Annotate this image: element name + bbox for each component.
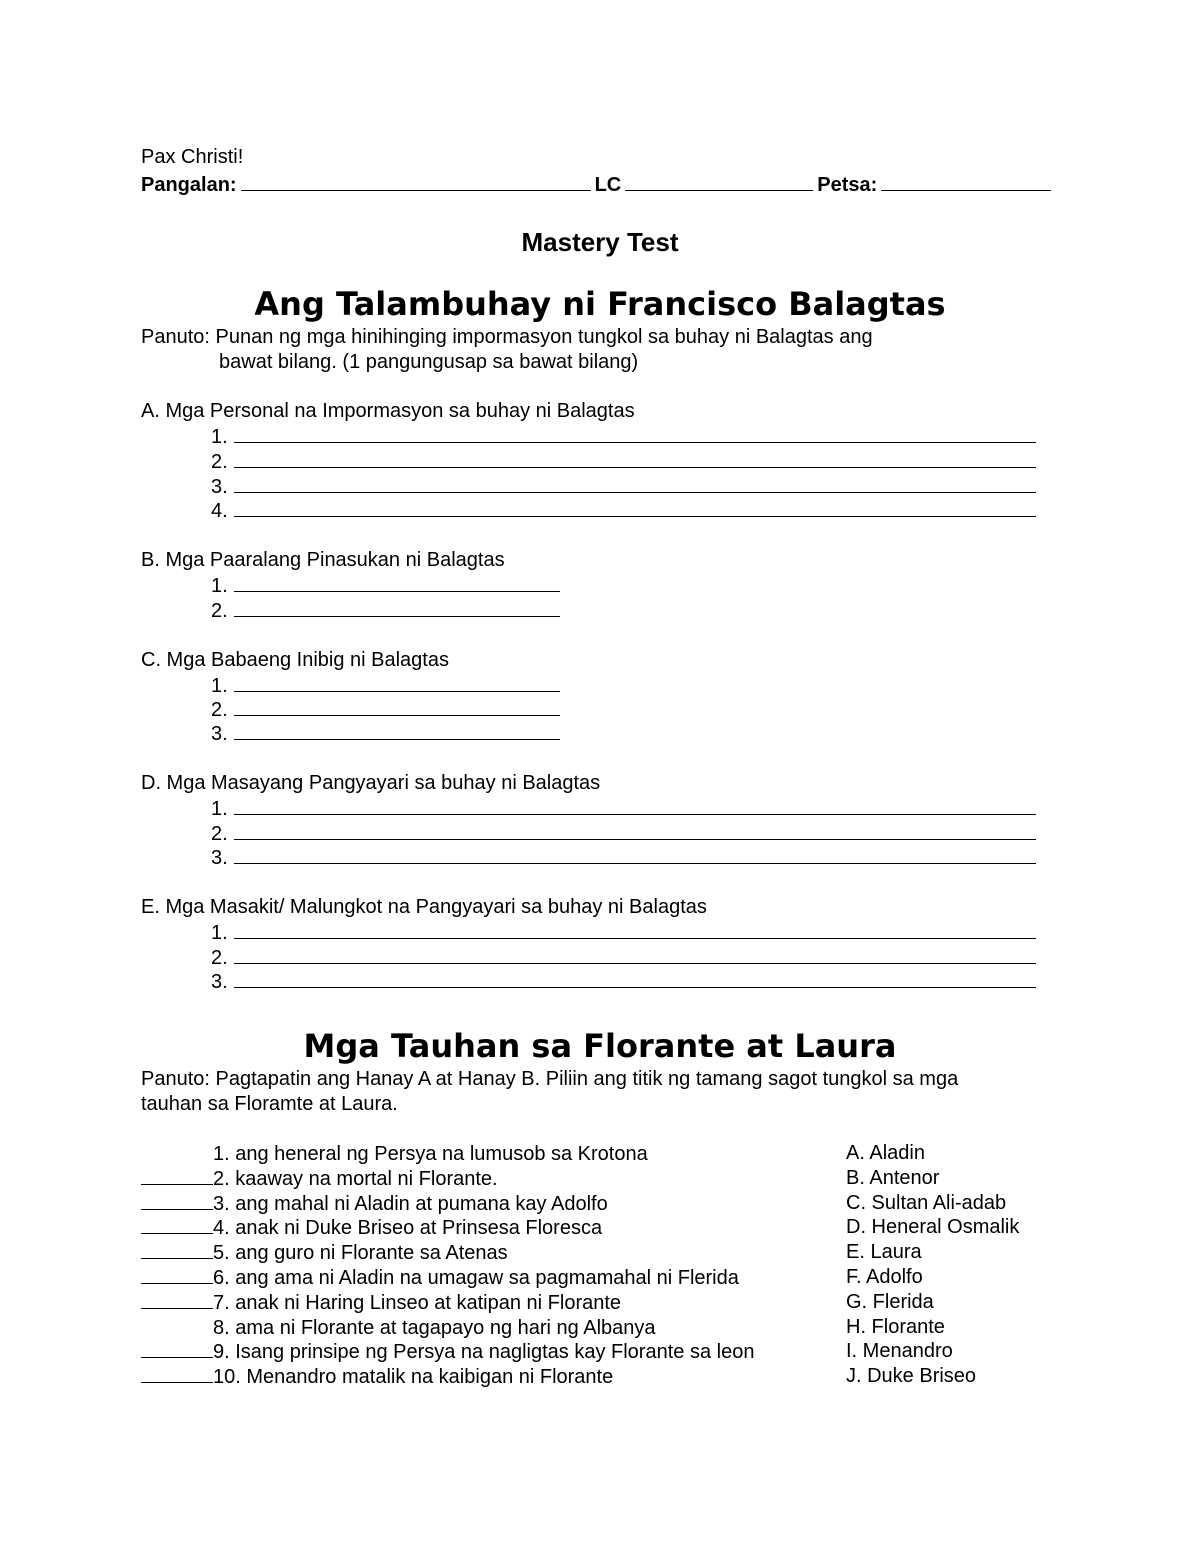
lc-field[interactable]	[625, 170, 813, 191]
part-b-item	[211, 598, 560, 623]
question-text: 3. ang mahal ni Aladin at pumana kay Adolfo	[213, 1193, 608, 1215]
matching-question	[141, 1364, 613, 1389]
item-number: 1.	[211, 798, 228, 820]
answer-blank[interactable]	[141, 1240, 213, 1259]
matching-question	[141, 1339, 754, 1364]
lc-label: LC	[594, 174, 622, 196]
question-text: 4. anak ni Duke Briseo at Prinsesa Floresca	[213, 1217, 603, 1239]
answer-line[interactable]	[234, 821, 1036, 840]
answer-line[interactable]	[234, 920, 1036, 939]
answer-line[interactable]	[234, 969, 1036, 988]
part-b-item	[211, 573, 560, 598]
answer-blank[interactable]	[141, 1141, 213, 1160]
question-text: 10. Menandro matalik na kaibigan ni Florante	[213, 1366, 614, 1388]
answer-line[interactable]	[234, 498, 1036, 517]
answer-blank[interactable]	[141, 1339, 213, 1358]
matching-question	[141, 1191, 608, 1216]
answer-line[interactable]	[234, 796, 1036, 815]
part-b-label: B. Mga Paaralang Pinasukan ni Balagtas	[141, 549, 505, 571]
student-info-row	[141, 170, 1055, 197]
answer-blank[interactable]	[141, 1315, 213, 1334]
section1-heading: Ang Talambuhay ni Francisco Balagtas	[254, 285, 946, 323]
choice-item: F. Adolfo	[846, 1266, 923, 1288]
answer-blank[interactable]	[141, 1215, 213, 1234]
part-a-item	[211, 498, 1036, 523]
date-label: Petsa:	[817, 174, 878, 196]
question-text: 7. anak ni Haring Linseo at katipan ni Florante	[213, 1292, 622, 1314]
answer-line[interactable]	[234, 424, 1036, 443]
choice-item: C. Sultan Ali-adab	[846, 1192, 1007, 1214]
answer-line[interactable]	[234, 673, 560, 692]
part-d-item	[211, 821, 1036, 846]
item-number: 1.	[211, 922, 228, 944]
name-label: Pangalan:	[141, 174, 237, 196]
choice-item: B. Antenor	[846, 1167, 940, 1189]
answer-line[interactable]	[234, 449, 1036, 468]
item-number: 4.	[211, 500, 228, 522]
answer-line[interactable]	[234, 598, 560, 617]
matching-question	[141, 1141, 648, 1166]
question-text: 6. ang ama ni Aladin na umagaw sa pagmamahal ni Flerida	[213, 1267, 739, 1289]
choice-item: J. Duke Briseo	[846, 1365, 977, 1387]
answer-blank[interactable]	[141, 1166, 213, 1185]
item-number: 3.	[211, 847, 228, 869]
question-text: 2. kaaway na mortal ni Florante.	[213, 1168, 498, 1190]
matching-question	[141, 1290, 621, 1315]
answer-blank[interactable]	[141, 1265, 213, 1284]
item-number: 1.	[211, 675, 228, 697]
section2-instruction-2: tauhan sa Floramte at Laura.	[141, 1093, 398, 1115]
choice-item: G. Flerida	[846, 1291, 934, 1313]
part-e-item	[211, 920, 1036, 945]
choice-item: E. Laura	[846, 1241, 922, 1263]
part-c-label: C. Mga Babaeng Inibig ni Balagtas	[141, 649, 449, 671]
part-d-item	[211, 796, 1036, 821]
section1-instruction-2: bawat bilang. (1 pangungusap sa bawat bilang)	[219, 351, 639, 373]
part-d-label: D. Mga Masayang Pangyayari sa buhay ni Balagtas	[141, 772, 601, 794]
question-text: 9. Isang prinsipe ng Persya na nagligtas kay Florante sa leon	[213, 1341, 755, 1363]
item-number: 2.	[211, 600, 228, 622]
item-number: 3.	[211, 723, 228, 745]
item-number: 2.	[211, 947, 228, 969]
part-c-item	[211, 721, 560, 746]
item-number: 2.	[211, 451, 228, 473]
part-c-item	[211, 697, 560, 722]
item-number: 1.	[211, 426, 228, 448]
part-a-item	[211, 449, 1036, 474]
part-e-item	[211, 945, 1036, 970]
part-c-item	[211, 673, 560, 698]
matching-question	[141, 1315, 656, 1340]
item-number: 3.	[211, 971, 228, 993]
section2-instruction-1: Panuto: Pagtapatin ang Hanay A at Hanay B. Piliin ang titik ng tamang sagot tungkol sa mga	[141, 1068, 959, 1090]
question-text: 1. ang heneral ng Persya na lumusob sa Krotona	[213, 1143, 648, 1165]
page-title: Mastery Test	[521, 227, 679, 257]
choice-item: I. Menandro	[846, 1340, 953, 1362]
question-text: 5. ang guro ni Florante sa Atenas	[213, 1242, 508, 1264]
section1-instruction-1: Panuto: Punan ng mga hinihinging impormasyon tungkol sa buhay ni Balagtas ang	[141, 326, 873, 348]
part-e-item	[211, 969, 1036, 994]
choice-item: D. Heneral Osmalik	[846, 1216, 1020, 1238]
part-e-label: E. Mga Masakit/ Malungkot na Pangyayari sa buhay ni Balagtas	[141, 896, 707, 918]
name-field[interactable]	[241, 170, 591, 191]
answer-line[interactable]	[234, 697, 560, 716]
item-number: 2.	[211, 699, 228, 721]
matching-question	[141, 1240, 508, 1265]
answer-blank[interactable]	[141, 1191, 213, 1210]
item-number: 3.	[211, 476, 228, 498]
answer-line[interactable]	[234, 845, 1036, 864]
item-number: 1.	[211, 575, 228, 597]
answer-line[interactable]	[234, 945, 1036, 964]
item-number: 2.	[211, 823, 228, 845]
greeting: Pax Christi!	[141, 146, 244, 168]
answer-line[interactable]	[234, 721, 560, 740]
date-field[interactable]	[881, 170, 1051, 191]
part-a-item	[211, 424, 1036, 449]
answer-line[interactable]	[234, 573, 560, 592]
choice-item: H. Florante	[846, 1316, 945, 1338]
matching-question	[141, 1215, 602, 1240]
part-a-item	[211, 474, 1036, 499]
question-text: 8. ama ni Florante at tagapayo ng hari ng Albanya	[213, 1317, 656, 1339]
answer-blank[interactable]	[141, 1364, 213, 1383]
part-d-item	[211, 845, 1036, 870]
answer-blank[interactable]	[141, 1290, 213, 1309]
matching-question	[141, 1265, 739, 1290]
choice-item: A. Aladin	[846, 1142, 925, 1164]
matching-question	[141, 1166, 498, 1191]
part-a-label: A. Mga Personal na Impormasyon sa buhay ni Balagtas	[141, 400, 635, 422]
section2-heading: Mga Tauhan sa Florante at Laura	[303, 1027, 897, 1065]
answer-line[interactable]	[234, 474, 1036, 493]
